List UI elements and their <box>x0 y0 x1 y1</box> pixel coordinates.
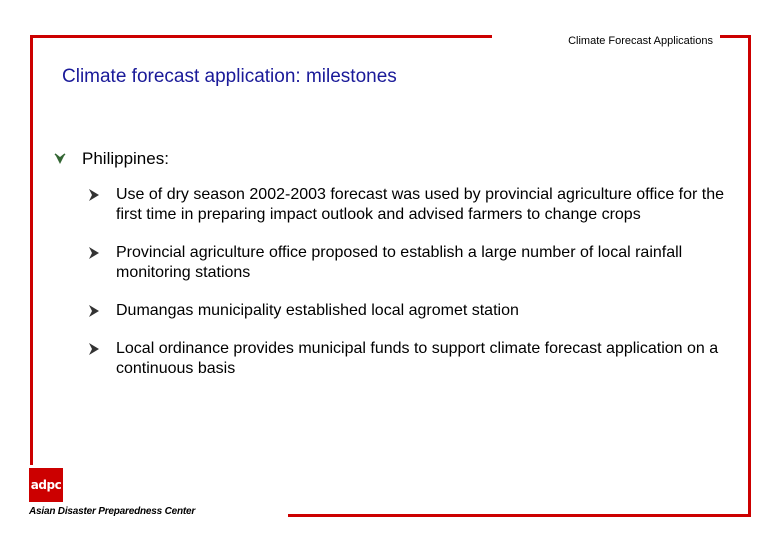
list-item <box>88 243 728 283</box>
adpc-logo-text: Asian Disaster Preparedness Center <box>29 506 196 517</box>
frame-top-line <box>30 35 492 38</box>
milestones-section <box>52 149 742 377</box>
header-title: Climate Forecast Applications <box>568 35 713 47</box>
list-item-text: Local ordinance provides municipal funds to support climate forecast application on a continuous basis <box>116 340 719 377</box>
list-item <box>88 339 728 379</box>
section-heading: Philippines: <box>82 149 169 168</box>
arrow-bullet-icon <box>88 246 100 260</box>
adpc-logo <box>29 468 196 522</box>
frame-right-line <box>748 35 751 517</box>
section-heading-row <box>52 149 742 169</box>
frame-bottom-line <box>288 514 751 517</box>
adpc-logo-mark: adpc <box>29 468 63 502</box>
diamond-bullet-icon <box>52 151 68 167</box>
frame-top-right-line <box>720 35 750 38</box>
list-item-text: Provincial agriculture office proposed to establish a large number of local rainfall monitoring stations <box>116 244 683 281</box>
frame-left-line <box>30 35 33 465</box>
list-item-text: Use of dry season 2002-2003 forecast was used by provincial agriculture office for the first time in preparing impact outlook and advised farmers to change crops <box>116 186 725 223</box>
list-item <box>88 185 728 225</box>
arrow-bullet-icon <box>88 342 100 356</box>
list-item <box>88 301 728 321</box>
arrow-bullet-icon <box>88 188 100 202</box>
page-title: Climate forecast application: milestones <box>62 66 397 87</box>
list-item-text: Dumangas municipality established local agromet station <box>116 302 519 319</box>
milestone-list <box>88 185 728 397</box>
arrow-bullet-icon <box>88 304 100 318</box>
